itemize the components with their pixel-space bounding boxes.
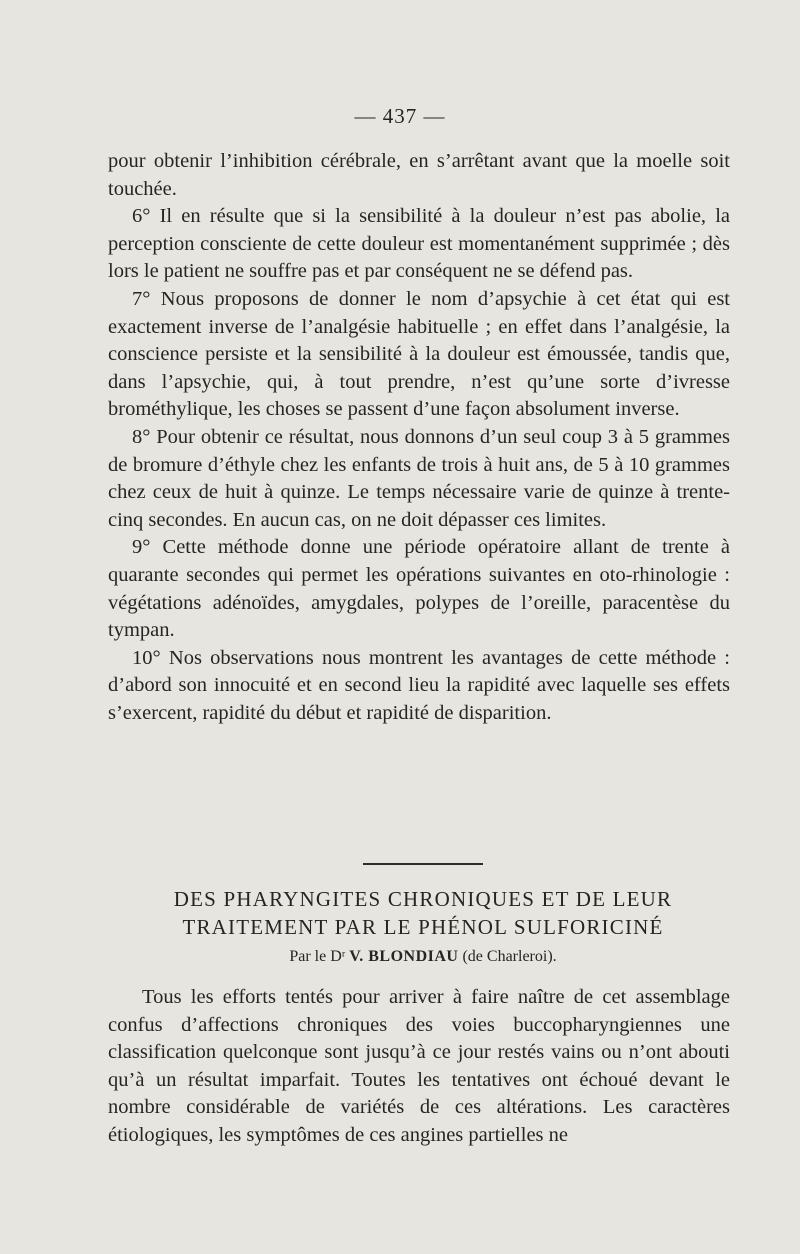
article-byline	[108, 948, 738, 966]
paragraph-point-6: 6° Il en résulte que si la sensibilité à la douleur n’est pas abolie, la perception consciente de cette douleur est momentanément supprimée ; dès lors le patient ne souffre pas et par conséquent ne se défend pas.	[108, 205, 730, 283]
continuation-text	[108, 148, 730, 727]
article-body-paragraph: Tous les efforts tentés pour arriver à faire naître de cet assemblage confus d’affections chroniques des voies buccopharyngiennes une classification quelconque sont jusqu’à ce jour restés vains ou n’ont abouti qu’à un résultat imparfait. Toutes les tentatives ont échoué devant le nombre considérable de variétés de ces altérations. Les caractères étiologiques, les symptômes de ces angines partielles ne	[108, 986, 730, 1146]
paragraph-point-10: 10° Nos observations nous montrent les avantages de cette méthode : d’abord son innocuité et en second lieu la rapidité avec laquelle ses effets s’exercent, rapidité du début et rapidité de disparition.	[108, 646, 730, 724]
article-title-line-1: DES PHARYNGITES CHRONIQUES ET DE LEUR	[173, 887, 673, 911]
byline-suffix: (de Charleroi).	[462, 948, 557, 965]
paragraph-continued: pour obtenir l’inhibition cérébrale, en s’arrêtant avant que la moelle soit touchée.	[108, 150, 730, 200]
byline-prefix: Par le Dʳ	[289, 948, 346, 965]
article-title-line-2: TRAITEMENT PAR LE PHÉNOL SULFORICINÉ	[182, 915, 664, 939]
paragraph-point-8: 8° Pour obtenir ce résultat, nous donnons d’un seul coup 3 à 5 grammes de bromure d’éthyle chez les enfants de trois à huit ans, de 5 à 10 grammes chez ceux de huit à quinze. Le temps nécessaire varie de quinze à trente-cinq secondes. En aucun cas, on ne doit dépasser ces limites.	[108, 425, 730, 531]
article-body	[108, 984, 730, 1150]
page-number: — 437 —	[354, 104, 446, 128]
paragraph-point-7: 7° Nous proposons de donner le nom d’apsychie à cet état qui est exactement inverse de l’analgésie habituelle ; en effet dans l’analgésie, la conscience persiste et la sensibilité à la douleur est émoussée, tandis que, dans l’apsychie, qui, à tout prendre, n’est qu’une sorte d’ivresse brométhylique, les choses se passent d’une façon absolument inverse.	[108, 287, 730, 421]
article-title	[108, 885, 738, 941]
byline-author: V. BLONDIAU	[349, 948, 459, 965]
section-divider	[363, 863, 483, 865]
paragraph-point-9: 9° Cette méthode donne une période opératoire allant de trente à quarante secondes qui permet les opérations suivantes en oto-rhinologie : végétations adénoïdes, amygdales, polypes de l’oreille, paracentèse du tympan.	[108, 536, 730, 642]
